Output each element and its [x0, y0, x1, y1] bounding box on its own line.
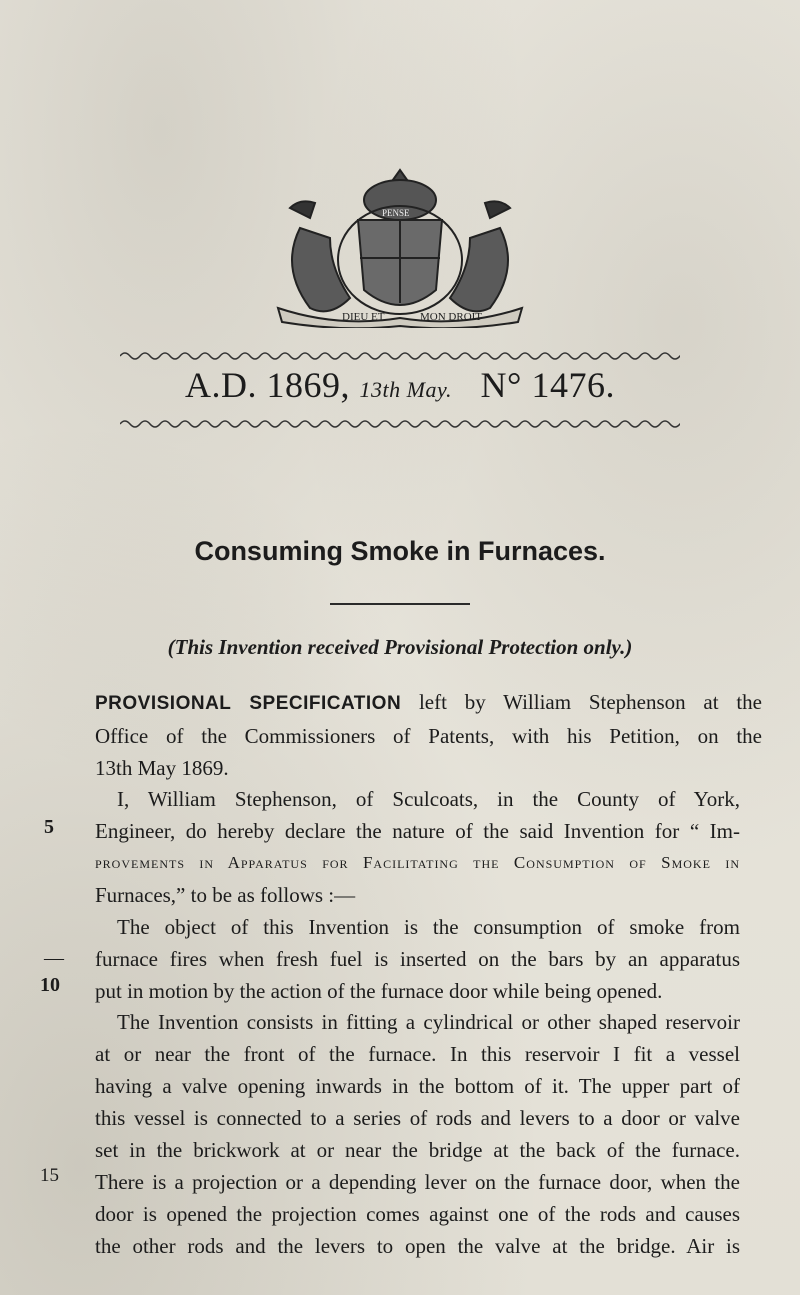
text-line: put in motion by the action of the furnace door while being opened.: [95, 979, 663, 1003]
paragraph-invention-description: [95, 1006, 740, 1262]
wavy-rule-bottom: [120, 418, 680, 430]
paragraph-object: [95, 911, 740, 1007]
title-rule: [330, 603, 470, 605]
wavy-rule-top: [120, 350, 680, 362]
text-line: [95, 686, 762, 720]
margin-line-number: 5: [44, 816, 54, 838]
text-line: Engineer, do hereby declare the nature of the said Invention for “ Im-: [95, 819, 740, 843]
text-line-content: left by William Stephenson at the: [401, 690, 762, 714]
margin-line-number: 10: [40, 974, 60, 996]
spec-lead: PROVISIONAL SPECIFICATION: [95, 693, 402, 714]
royal-coat-of-arms: [270, 168, 530, 328]
header-date: 13th May.: [359, 377, 453, 402]
paragraph-provisional-specification: [95, 686, 762, 784]
text-line: at or near the front of the furnace. In this reservoir I fit a vessel: [95, 1042, 740, 1066]
margin-mark: —: [44, 947, 64, 969]
patent-header: [0, 364, 800, 406]
protection-note: (This Invention received Provisional Protection only.): [167, 635, 633, 659]
text-line: The Invention consists in fitting a cylindrical or other shaped reservoir: [117, 1010, 740, 1034]
crest-garter-text: PENSE: [382, 208, 410, 218]
crest-motto-left: DIEU ET: [342, 311, 385, 323]
text-line: the other rods and the levers to open the valve at the bridge. Air is: [95, 1234, 740, 1258]
text-line: having a valve opening inwards in the bottom of it. The upper part of: [95, 1074, 740, 1098]
text-line: set in the brickwork at or near the bridge at the back of the furnace.: [95, 1138, 740, 1162]
paragraph-declaration: [95, 783, 740, 911]
header-year: A.D. 1869,: [185, 365, 351, 405]
document-title: Consuming Smoke in Furnaces.: [194, 536, 606, 566]
crest-motto-right: MON DROIT: [420, 311, 483, 323]
header-number: N° 1476.: [480, 365, 615, 405]
margin-line-number: 15: [40, 1165, 59, 1186]
text-line: I, William Stephenson, of Sculcoats, in the County of York,: [117, 787, 740, 811]
text-line: 13th May 1869.: [95, 756, 229, 780]
text-line: door is opened the projection comes against one of the rods and causes: [95, 1202, 740, 1226]
text-line: this vessel is connected to a series of rods and levers to a door or valve: [95, 1106, 740, 1130]
text-line: provements in Apparatus for Facilitating the Consumption of Smoke in: [95, 853, 740, 872]
text-line: The object of this Invention is the consumption of smoke from: [117, 915, 740, 939]
text-line: Furnaces,” to be as follows :—: [95, 883, 356, 907]
text-line: There is a projection or a depending lever on the furnace door, when the: [95, 1170, 740, 1194]
text-line: Office of the Commissioners of Patents, with his Petition, on the: [95, 724, 762, 748]
text-line: furnace fires when fresh fuel is inserted on the bars by an apparatus: [95, 947, 740, 971]
